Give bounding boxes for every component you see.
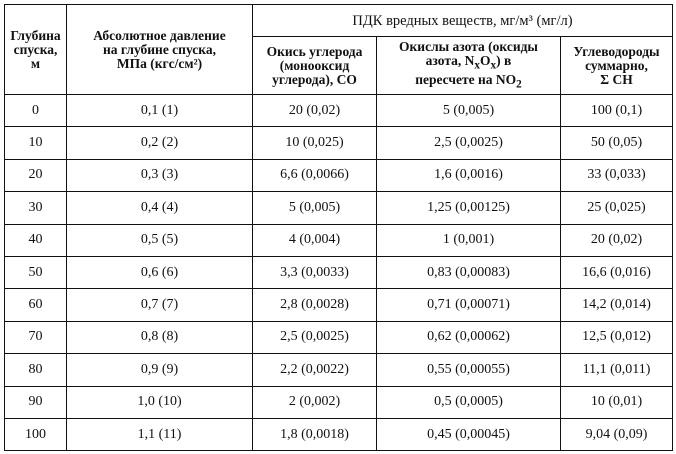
header-pressure-line-3: МПа (кгс/см²) [116, 55, 203, 71]
header-pdk-group: ПДК вредных веществ, мг/м³ (мг/л) [253, 5, 673, 37]
header-row-1 [5, 5, 673, 37]
table-row [5, 224, 673, 256]
cell-nox: 2,5 (0,0025) [377, 127, 561, 159]
cell-depth: 90 [5, 386, 67, 418]
header-depth-line-2: спуска, [13, 41, 58, 57]
table-row [5, 127, 673, 159]
cell-nox: 0,5 (0,0005) [377, 386, 561, 418]
header-nox-sub-x2: x [490, 59, 497, 72]
cell-co: 2,8 (0,0028) [253, 289, 377, 321]
cell-co: 4 (0,004) [253, 224, 377, 256]
cell-co: 2,5 (0,0025) [253, 321, 377, 353]
cell-ch: 10 (0,01) [561, 386, 673, 418]
header-nox-line-2-pre: азота, N [425, 52, 475, 68]
cell-co: 1,8 (0,0018) [253, 418, 377, 450]
header-nox-sub-x1: x [474, 59, 481, 72]
cell-ch: 12,5 (0,012) [561, 321, 673, 353]
cell-pressure: 0,9 (9) [67, 354, 253, 386]
cell-nox: 5 (0,005) [377, 95, 561, 127]
header-co-line-1: Окись углерода [266, 43, 363, 59]
cell-depth: 20 [5, 159, 67, 191]
cell-nox: 0,62 (0,00062) [377, 321, 561, 353]
cell-depth: 10 [5, 127, 67, 159]
cell-co: 2,2 (0,0022) [253, 354, 377, 386]
cell-depth: 40 [5, 224, 67, 256]
header-nox-line-3-pre: пересчете на NO [415, 71, 517, 87]
cell-nox: 0,83 (0,00083) [377, 256, 561, 288]
cell-ch: 14,2 (0,014) [561, 289, 673, 321]
cell-co: 3,3 (0,0033) [253, 256, 377, 288]
cell-pressure: 0,6 (6) [67, 256, 253, 288]
header-nox-line-2-post: ) в [496, 52, 512, 68]
cell-co: 20 (0,02) [253, 95, 377, 127]
cell-ch: 11,1 (0,011) [561, 354, 673, 386]
header-co-line-3: углерода), СО [272, 71, 357, 87]
header-nox-line-2-mid: O [480, 52, 491, 68]
table-row [5, 386, 673, 418]
cell-ch: 20 (0,02) [561, 224, 673, 256]
table-row [5, 95, 673, 127]
cell-ch: 9,04 (0,09) [561, 418, 673, 450]
header-co [253, 37, 377, 95]
cell-pressure: 0,8 (8) [67, 321, 253, 353]
cell-nox: 1,25 (0,00125) [377, 192, 561, 224]
cell-nox: 0,55 (0,00055) [377, 354, 561, 386]
cell-nox: 1,6 (0,0016) [377, 159, 561, 191]
header-nox-line-3 [415, 71, 522, 91]
cell-ch: 25 (0,025) [561, 192, 673, 224]
cell-pressure: 0,1 (1) [67, 95, 253, 127]
cell-co: 5 (0,005) [253, 192, 377, 224]
table-row [5, 354, 673, 386]
cell-ch: 33 (0,033) [561, 159, 673, 191]
cell-depth: 50 [5, 256, 67, 288]
header-nox-sub-2: 2 [516, 78, 522, 91]
cell-pressure: 0,4 (4) [67, 192, 253, 224]
cell-pressure: 1,0 (10) [67, 386, 253, 418]
cell-depth: 70 [5, 321, 67, 353]
table-row [5, 289, 673, 321]
header-ch-line-2: суммарно, [585, 57, 648, 73]
table-row [5, 256, 673, 288]
header-depth [5, 5, 67, 95]
table-row [5, 321, 673, 353]
header-ch-line-1: Углеводороды [573, 43, 660, 59]
cell-depth: 30 [5, 192, 67, 224]
table-row [5, 418, 673, 450]
cell-pressure: 1,1 (11) [67, 418, 253, 450]
cell-co: 10 (0,025) [253, 127, 377, 159]
cell-ch: 50 (0,05) [561, 127, 673, 159]
cell-nox: 0,71 (0,00071) [377, 289, 561, 321]
pdk-table [4, 4, 673, 451]
header-depth-line-1: Глубина [10, 27, 61, 43]
header-ch [561, 37, 673, 95]
cell-depth: 60 [5, 289, 67, 321]
header-pressure [67, 5, 253, 95]
header-ch-line-3: Σ СН [600, 71, 633, 87]
cell-depth: 80 [5, 354, 67, 386]
cell-co: 6,6 (0,0066) [253, 159, 377, 191]
header-pressure-line-1: Абсолютное давление [93, 27, 226, 43]
cell-ch: 100 (0,1) [561, 95, 673, 127]
table-row [5, 159, 673, 191]
cell-pressure: 0,5 (5) [67, 224, 253, 256]
header-pressure-line-2: на глубине спуска, [103, 41, 216, 57]
header-nox [377, 37, 561, 95]
cell-depth: 100 [5, 418, 67, 450]
cell-co: 2 (0,002) [253, 386, 377, 418]
cell-pressure: 0,3 (3) [67, 159, 253, 191]
header-depth-line-3: м [30, 55, 41, 71]
cell-ch: 16,6 (0,016) [561, 256, 673, 288]
header-nox-line-2 [425, 52, 512, 72]
cell-pressure: 0,7 (7) [67, 289, 253, 321]
table-row [5, 192, 673, 224]
header-nox-line-1: Окислы азота (оксиды [399, 38, 538, 54]
cell-nox: 1 (0,001) [377, 224, 561, 256]
cell-depth: 0 [5, 95, 67, 127]
cell-nox: 0,45 (0,00045) [377, 418, 561, 450]
cell-pressure: 0,2 (2) [67, 127, 253, 159]
header-co-line-2: (монооксид [279, 57, 350, 73]
